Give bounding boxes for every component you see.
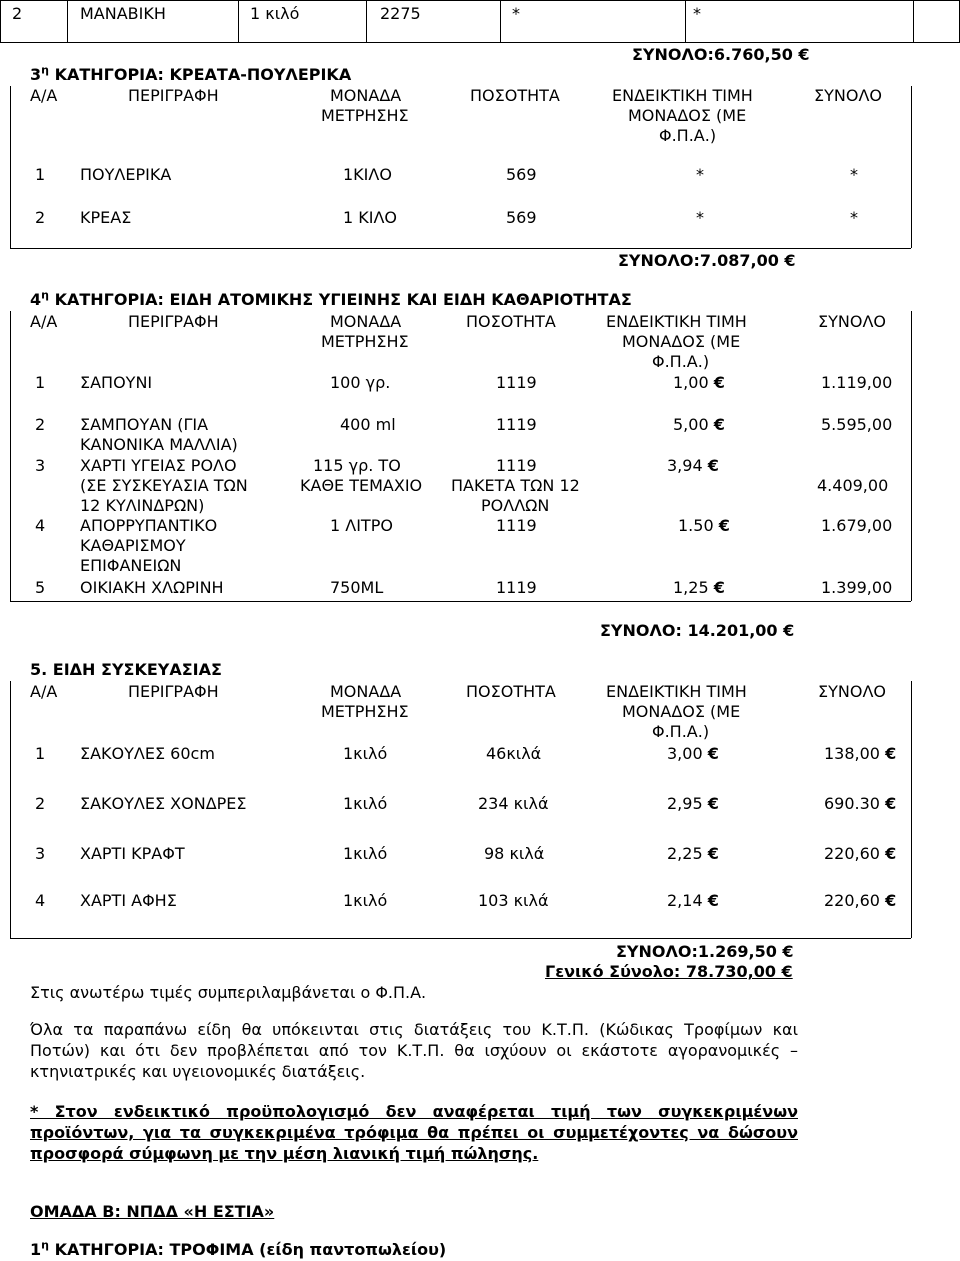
top-row-unit: 1 κιλό (250, 4, 300, 23)
cat4-row1-price: 1,00 € (673, 373, 725, 392)
cat4-header-price: ΕΝΔΕΙΚΤΙΚΗ ΤΙΜΗ (606, 312, 747, 331)
cat5-row4-desc: ΧΑΡΤΙ ΑΦΗΣ (80, 891, 177, 910)
cat4-row3-qty3: ΡΟΛΛΩΝ (481, 496, 550, 515)
cat4-row3-num: 3 (35, 456, 46, 475)
cat3-row2-price: * (696, 208, 704, 227)
cat5-row2-price: 2,95 € (667, 794, 719, 813)
cat4-row3-desc: ΧΑΡΤΙ ΥΓΕΙΑΣ ΡΟΛΟ (80, 456, 237, 475)
top-row-price: * (512, 4, 520, 23)
cat4-row3-desc3: 12 ΚΥΛΙΝΔΡΩΝ) (80, 496, 205, 515)
top-row-qty: 2275 (380, 4, 421, 23)
cat3-header-qty: ΠΟΣΟΤΗΤΑ (470, 86, 560, 105)
cat5-row1-total: 138,00 € (824, 744, 897, 763)
top-row-total: * (693, 4, 701, 23)
cat4-row2-unit: 400 ml (340, 415, 396, 434)
cat4-row2-price: 5,00 € (673, 415, 725, 434)
cat5-row2-unit: 1κιλό (343, 794, 388, 813)
cat4-header-price3: Φ.Π.Α.) (652, 352, 710, 371)
cat5-row3-unit: 1κιλό (343, 844, 388, 863)
cat4-row2-desc2: ΚΑΝΟΝΙΚΑ ΜΑΛΛΙΑ) (80, 435, 238, 454)
cat5-row4-price: 2,14 € (667, 891, 719, 910)
cat3-header-price3: Φ.Π.Α.) (659, 126, 717, 145)
cat4-row3-qty: 1119 (496, 456, 537, 475)
cat5-header-desc: ΠΕΡΙΓΡΑΦΗ (128, 682, 219, 701)
cat5-header-unit2: ΜΕΤΡΗΣΗΣ (321, 702, 409, 721)
price-note-paragraph: * Στον ενδεικτικό προϋπολογισμό δεν αναφέρεται τιμή των συγκεκριμένων προϊόντων, για τα συγκεκριμένα τρόφιμα θα πρέπει οι συμμετέχοντες να δώσουν προσφορά σύμφωνη με την μέση λιανική τιμή πώλησης. (30, 1102, 798, 1163)
vat-note: Στις ανωτέρω τιμές συμπεριλαμβάνεται ο Φ.Π.Α. (30, 983, 427, 1002)
cat5-row4-num: 4 (35, 891, 46, 910)
cat4-row2-desc: ΣΑΜΠΟΥΑΝ (ΓΙΑ (80, 415, 209, 434)
cat4-row4-desc: ΑΠΟΡΡΥΠΑΝΤΙΚΟ (80, 516, 218, 535)
cat4-row2-total: 5.595,00 (821, 415, 893, 434)
cat4-row3-qty2: ΠΑΚΕΤΑ ΤΩΝ 12 (451, 476, 580, 495)
cat4-row4-unit: 1 ΛΙΤΡΟ (330, 516, 393, 535)
cat5-header-price2: ΜΟΝΑΔΟΣ (ΜΕ (622, 702, 741, 721)
cat3-row2-qty: 569 (506, 208, 537, 227)
cat3-row1-price: * (696, 165, 704, 184)
cat4-row5-price: 1,25 € (673, 578, 725, 597)
cat3-row2-num: 2 (35, 208, 46, 227)
cat4-row4-price: 1.50 € (678, 516, 730, 535)
cat4-row1-desc: ΣΑΠΟΥΝΙ (80, 373, 153, 392)
cat4-row1-num: 1 (35, 373, 46, 392)
cat4-row3-unit: 115 γρ. ΤΟ (313, 456, 401, 475)
cat5-header-price3: Φ.Π.Α.) (652, 722, 710, 741)
cat3-sum: ΣΥΝΟΛΟ:7.087,00 € (618, 251, 796, 270)
cat3-header-price: ΕΝΔΕΙΚΤΙΚΗ ΤΙΜΗ (612, 86, 753, 105)
cat4-row3-price: 3,94 € (667, 456, 719, 475)
section-total-1: ΣΥΝΟΛΟ:6.760,50 € (632, 45, 810, 64)
group-b-heading: ΟΜΑΔΑ Β: ΝΠΔΔ «Η ΕΣΤΙΑ» (30, 1202, 275, 1221)
cat4-row5-desc: ΟΙΚΙΑΚΗ ΧΛΩΡΙΝΗ (80, 578, 224, 597)
cat3-row1-total: * (850, 165, 858, 184)
cat3-row2-desc: ΚΡΕΑΣ (80, 208, 132, 227)
cat4-row3-desc2: (ΣΕ ΣΥΣΚΕΥΑΣΙΑ ΤΩΝ (80, 476, 248, 495)
cat5-header-price: ΕΝΔΕΙΚΤΙΚΗ ΤΙΜΗ (606, 682, 747, 701)
cat5-header-unit: ΜΟΝΑΔΑ (330, 682, 402, 701)
cat3-row1-num: 1 (35, 165, 46, 184)
cat4-row2-qty: 1119 (496, 415, 537, 434)
cat4-sum: ΣΥΝΟΛΟ: 14.201,00 € (600, 621, 795, 640)
top-row-desc: ΜΑΝΑΒΙΚΗ (80, 4, 166, 23)
cat4-row4-total: 1.679,00 (821, 516, 893, 535)
cat3-row2-unit: 1 ΚΙΛΟ (343, 208, 398, 227)
cat3-row2-total: * (850, 208, 858, 227)
cat5-row4-qty: 103 κιλά (478, 891, 549, 910)
cat5-row1-price: 3,00 € (667, 744, 719, 763)
cat4-header-desc: ΠΕΡΙΓΡΑΦΗ (128, 312, 219, 331)
cat5-row2-num: 2 (35, 794, 46, 813)
cat4-row5-qty: 1119 (496, 578, 537, 597)
cat3-row1-unit: 1ΚΙΛΟ (343, 165, 392, 184)
cat5-row3-desc: ΧΑΡΤΙ ΚΡΑΦΤ (80, 844, 185, 863)
cat5-row2-qty: 234 κιλά (478, 794, 549, 813)
cat4-row5-num: 5 (35, 578, 46, 597)
cat4-row4-num: 4 (35, 516, 46, 535)
cat3-header-total: ΣΥΝΟΛΟ (814, 86, 882, 105)
cat5-title: 5. ΕΙΔΗ ΣΥΣΚΕΥΑΣΙΑΣ (30, 660, 222, 679)
cat5-header-total: ΣΥΝΟΛΟ (818, 682, 886, 701)
cat4-row1-unit: 100 γρ. (330, 373, 391, 392)
cat5-row4-total: 220,60 € (824, 891, 897, 910)
cat5-row3-total: 220,60 € (824, 844, 897, 863)
cat5-row1-desc: ΣΑΚΟΥΛΕΣ 60cm (80, 744, 215, 763)
cat5-row4-unit: 1κιλό (343, 891, 388, 910)
cat5-row1-num: 1 (35, 744, 46, 763)
cat5-row1-qty: 46κιλά (486, 744, 542, 763)
cat3-header-desc: ΠΕΡΙΓΡΑΦΗ (128, 86, 219, 105)
cat5-row2-total: 690.30 € (824, 794, 897, 813)
cat5-row3-qty: 98 κιλά (484, 844, 545, 863)
cat3-row1-qty: 569 (506, 165, 537, 184)
cat3-header-price2: ΜΟΝΑΔΟΣ (ΜΕ (628, 106, 747, 125)
cat5-row3-num: 3 (35, 844, 46, 863)
cat5-header-aa: Α/Α (30, 682, 58, 701)
cat4-row4-qty: 1119 (496, 516, 537, 535)
cat4-row3-total: 4.409,00 (817, 476, 889, 495)
cat4-header-unit2: ΜΕΤΡΗΣΗΣ (321, 332, 409, 351)
cat4-row5-total: 1.399,00 (821, 578, 893, 597)
cat1-heading: $1^\eta$ ΚΑΤΗΓΟΡΙΑ: ΤΡΟΦΙΜΑ (είδη παντοπωλείου) (30, 1238, 447, 1259)
cat4-header-unit: ΜΟΝΑΔΑ (330, 312, 402, 331)
cat4-header-aa: Α/Α (30, 312, 58, 331)
cat5-row3-price: 2,25 € (667, 844, 719, 863)
cat3-row1-desc: ΠΟΥΛΕΡΙΚΑ (80, 165, 172, 184)
cat5-row2-desc: ΣΑΚΟΥΛΕΣ ΧΟΝΔΡΕΣ (80, 794, 247, 813)
cat5-sum: ΣΥΝΟΛΟ:1.269,50 € (616, 942, 794, 961)
regulations-paragraph: Όλα τα παραπάνω είδη θα υπόκεινται στις διατάξεις του Κ.Τ.Π. (Κώδικας Τροφίμων και Ποτών) και ότι δεν προβλέπεται από τον Κ.Τ.Π. θα ισχύουν οι εκάστοτε αγορανομικές – κτηνιατρικές και υγειονομικές διατάξεις. (30, 1020, 798, 1081)
cat4-row1-total: 1.119,00 (821, 373, 893, 392)
cat5-header-qty: ΠΟΣΟΤΗΤΑ (466, 682, 556, 701)
cat4-header-qty: ΠΟΣΟΤΗΤΑ (466, 312, 556, 331)
cat4-row2-num: 2 (35, 415, 46, 434)
cat4-row1-qty: 1119 (496, 373, 537, 392)
cat4-row3-unit2: ΚΑΘΕ ΤΕΜΑΧΙΟ (300, 476, 423, 495)
cat4-header-price2: ΜΟΝΑΔΟΣ (ΜΕ (622, 332, 741, 351)
cat4-row4-desc2: ΚΑΘΑΡΙΣΜΟΥ (80, 536, 186, 555)
cat5-row1-unit: 1κιλό (343, 744, 388, 763)
cat4-header-total: ΣΥΝΟΛΟ (818, 312, 886, 331)
cat3-header-unit: ΜΟΝΑΔΑ (330, 86, 402, 105)
cat3-header-aa: Α/Α (30, 86, 58, 105)
cat4-title: $4^\eta$ ΚΑΤΗΓΟΡΙΑ: ΕΙΔΗ ΑΤΟΜΙΚΗΣ ΥΓΙΕΙΝΗΣ ΚΑΙ ΕΙΔΗ ΚΑΘΑΡΙΟΤΗΤΑΣ (30, 288, 632, 309)
grand-total: Γενικό Σύνολο: 78.730,00 € (545, 962, 793, 981)
top-row-num: 2 (12, 4, 23, 23)
cat4-row5-unit: 750ML (330, 578, 384, 597)
cat3-title: $3^\eta$ ΚΑΤΗΓΟΡΙΑ: ΚΡΕΑΤΑ-ΠΟΥΛΕΡΙΚΑ (30, 63, 352, 84)
cat3-header-unit2: ΜΕΤΡΗΣΗΣ (321, 106, 409, 125)
cat4-row4-desc3: ΕΠΙΦΑΝΕΙΩΝ (80, 556, 182, 575)
